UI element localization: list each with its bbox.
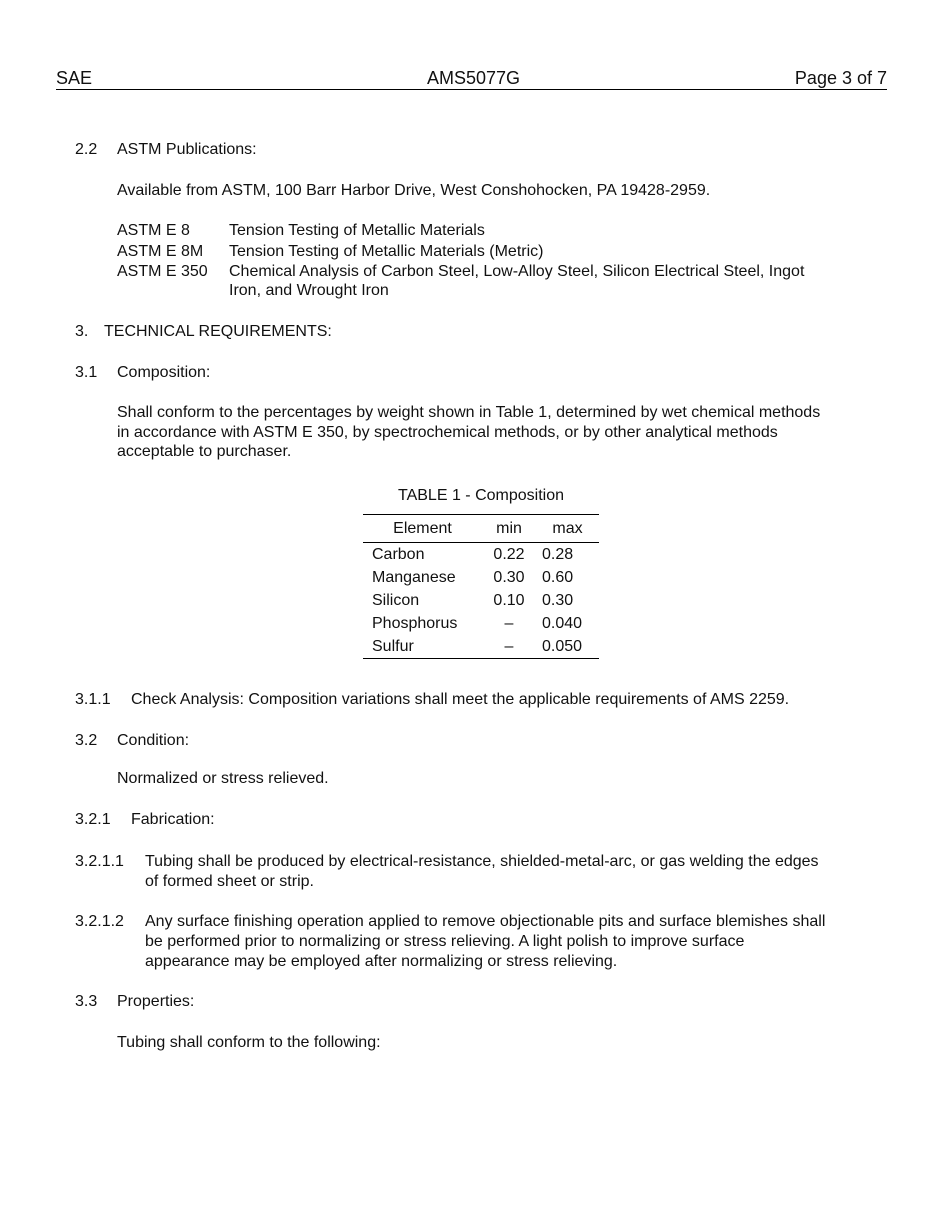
section-3-1-1 (75, 690, 790, 710)
section-3-2-1-1-number: 3.2.1.1 (75, 853, 124, 870)
column-header: Element (363, 515, 482, 543)
section-3-2-1-2-number: 3.2.1.2 (75, 913, 124, 930)
header-org: SAE (56, 68, 93, 88)
section-number: 3.2.1 (75, 811, 111, 828)
condition-text: Normalized or stress relieved. (117, 770, 329, 787)
min-cell: 0.30 (493, 568, 525, 586)
element-cell: Manganese (372, 568, 456, 586)
column-header: max (536, 515, 599, 543)
header-doc-number: AMS5077G (427, 68, 521, 88)
element-cell: Phosphorus (372, 614, 458, 632)
properties-text: Tubing shall conform to the following: (117, 1034, 381, 1051)
reference-title: Tension Testing of Metallic Materials (229, 222, 485, 239)
element-cell: Silicon (372, 591, 420, 609)
max-cell: 0.28 (542, 545, 574, 563)
composition-text-line: acceptable to purchaser. (117, 443, 292, 460)
section-number: 2.2 (75, 141, 98, 158)
section-number: 3.1 (75, 364, 98, 381)
reference-title-cont: Iron, and Wrought Iron (229, 282, 389, 299)
table-row (363, 589, 599, 612)
section-number: 3. (75, 323, 89, 340)
reference-code: ASTM E 8 (117, 222, 190, 239)
section-text-line: Any surface finishing operation applied to remove objectionable pits and surface blemishes shall (145, 913, 826, 930)
section-title: TECHNICAL REQUIREMENTS: (104, 323, 332, 340)
max-cell: 0.050 (542, 637, 583, 655)
section-3-2-heading (75, 731, 190, 751)
max-cell: 0.60 (542, 568, 574, 586)
column-header: min (482, 515, 536, 543)
section-text-line: appearance may be employed after normalizing or stress relieving. (145, 953, 618, 970)
reference-code: ASTM E 8M (117, 243, 204, 260)
section-title: ASTM Publications: (117, 141, 257, 158)
table-row (363, 543, 599, 567)
composition-table (363, 514, 599, 659)
astm-availability: Available from ASTM, 100 Barr Harbor Drive, West Conshohocken, PA 19428-2959. (117, 182, 711, 199)
section-3-2-1-heading (75, 810, 215, 830)
max-cell: 0.040 (542, 614, 583, 632)
table-row (363, 635, 599, 659)
page-header (56, 68, 887, 90)
section-number: 3.3 (75, 993, 98, 1010)
section-title: Fabrication: (131, 811, 215, 828)
min-cell: 0.22 (493, 545, 525, 563)
header-page-number: Page 3 of 7 (794, 68, 887, 88)
section-text-line: be performed prior to normalizing or stress relieving. A light polish to improve surface (145, 933, 745, 950)
composition-text-line: in accordance with ASTM E 350, by spectrochemical methods, or by other analytical methods (117, 424, 778, 441)
min-cell: 0.10 (493, 591, 525, 609)
section-title: Condition: (117, 732, 190, 749)
reference-code: ASTM E 350 (117, 263, 208, 280)
section-title: Properties: (117, 993, 195, 1010)
section-3-3-heading (75, 992, 195, 1012)
element-cell: Sulfur (372, 637, 414, 655)
section-text-line: Tubing shall be produced by electrical-resistance, shielded-metal-arc, or gas welding the edges (145, 853, 819, 870)
section-2-2-heading (75, 140, 257, 160)
max-cell: 0.30 (542, 591, 574, 609)
table-row (363, 612, 599, 635)
section-number: 3.1.1 (75, 691, 111, 708)
composition-text-line: Shall conform to the percentages by weight shown in Table 1, determined by wet chemical methods (117, 404, 821, 421)
section-text: Check Analysis: Composition variations shall meet the applicable requirements of AMS 2259. (131, 691, 790, 708)
reference-title: Tension Testing of Metallic Materials (Metric) (229, 243, 544, 260)
element-cell: Carbon (372, 545, 425, 563)
section-3-1-heading (75, 363, 211, 383)
min-cell: – (504, 637, 514, 655)
table-row (363, 566, 599, 589)
reference-title: Chemical Analysis of Carbon Steel, Low-Alloy Steel, Silicon Electrical Steel, Ingot (229, 263, 805, 280)
section-3-heading (75, 322, 332, 342)
min-cell: – (504, 614, 514, 632)
section-number: 3.2 (75, 732, 98, 749)
section-title: Composition: (117, 364, 211, 381)
table-caption: TABLE 1 - Composition (398, 487, 564, 504)
table-header-row (363, 515, 599, 543)
section-text-line: of formed sheet or strip. (145, 873, 314, 890)
